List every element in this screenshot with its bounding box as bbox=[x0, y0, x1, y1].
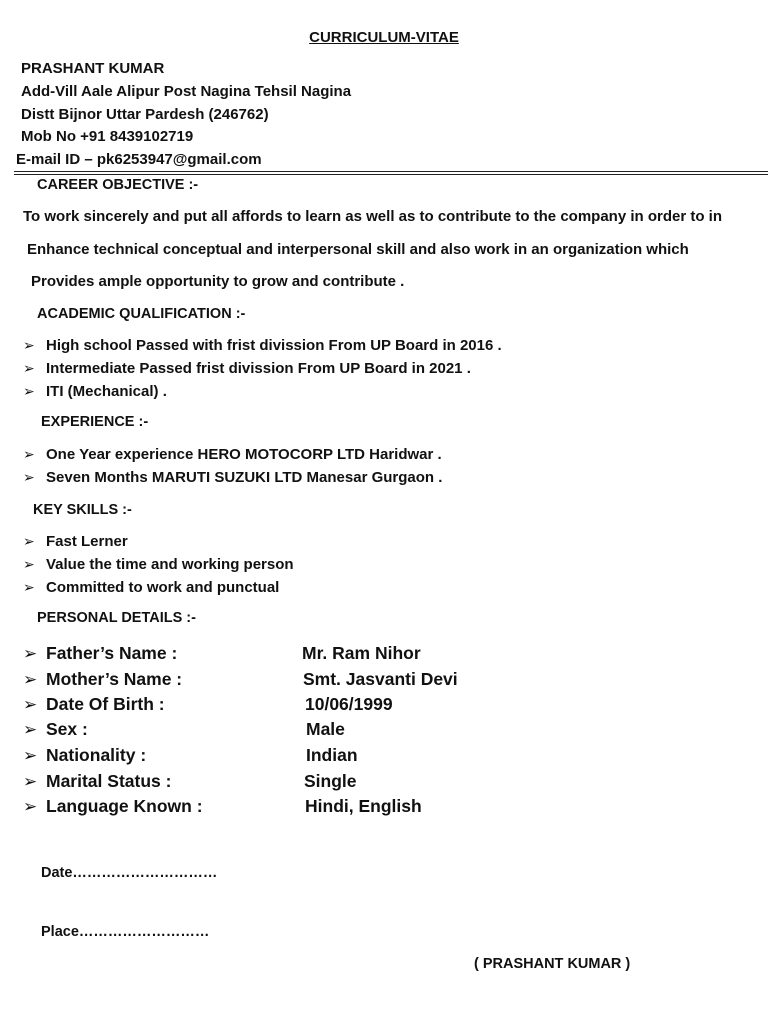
place-field: Place……………………… bbox=[41, 924, 210, 940]
arrow-bullet-icon: ➢ bbox=[23, 695, 38, 714]
career-objective-line-1: To work sincerely and put all affords to learn as well as to contribute to the company in order to in bbox=[23, 208, 723, 225]
personal-value-mother: Smt. Jasvanti Devi bbox=[303, 669, 458, 689]
personal-label-father: ➢ Father’s Name : bbox=[23, 643, 178, 663]
career-objective-line-2: Enhance technical conceptual and interpersonal skill and also work in an organization which bbox=[27, 241, 689, 258]
arrow-bullet-icon: ➢ bbox=[23, 556, 35, 572]
arrow-bullet-icon: ➢ bbox=[23, 772, 38, 791]
arrow-bullet-icon: ➢ bbox=[23, 360, 35, 376]
candidate-name: PRASHANT KUMAR bbox=[21, 60, 165, 77]
document-title: CURRICULUM-VITAE bbox=[309, 29, 459, 46]
personal-label-mother: ➢ Mother’s Name : bbox=[23, 669, 183, 689]
list-item: ➢ Fast Lerner bbox=[23, 533, 128, 550]
signature-name: ( PRASHANT KUMAR ) bbox=[474, 956, 631, 972]
personal-value-nationality: Indian bbox=[306, 745, 358, 765]
arrow-bullet-icon: ➢ bbox=[23, 746, 38, 765]
experience-heading: EXPERIENCE :- bbox=[41, 414, 149, 430]
arrow-bullet-icon: ➢ bbox=[23, 469, 35, 485]
personal-details-heading: PERSONAL DETAILS :- bbox=[37, 610, 196, 626]
personal-label-marital-status: ➢ Marital Status : bbox=[23, 771, 172, 791]
list-item: ➢ High school Passed with frist divission From UP Board in 2016 . bbox=[23, 337, 502, 354]
list-item: ➢ ITI (Mechanical) . bbox=[23, 383, 167, 400]
arrow-bullet-icon: ➢ bbox=[23, 670, 38, 689]
address-line-1: Add-Vill Aale Alipur Post Nagina Tehsil Nagina bbox=[21, 83, 352, 100]
key-skills-heading: KEY SKILLS :- bbox=[33, 502, 132, 518]
email-address: E-mail ID – pk6253947@gmail.com bbox=[16, 151, 262, 168]
list-item: ➢ Seven Months MARUTI SUZUKI LTD Manesar Gurgaon . bbox=[23, 469, 443, 486]
personal-value-language: Hindi, English bbox=[305, 796, 422, 816]
list-item: ➢ Intermediate Passed frist divission From UP Board in 2021 . bbox=[23, 360, 471, 377]
arrow-bullet-icon: ➢ bbox=[23, 383, 35, 399]
personal-value-sex: Male bbox=[306, 719, 345, 739]
list-item: ➢ Committed to work and punctual bbox=[23, 579, 280, 596]
personal-label-language: ➢ Language Known : bbox=[23, 796, 203, 816]
header-divider-bottom bbox=[14, 174, 768, 175]
arrow-bullet-icon: ➢ bbox=[23, 533, 35, 549]
address-line-2: Distt Bijnor Uttar Pardesh (246762) bbox=[21, 106, 269, 123]
date-field: Date………………………… bbox=[41, 865, 218, 881]
arrow-bullet-icon: ➢ bbox=[23, 579, 35, 595]
list-item: ➢ Value the time and working person bbox=[23, 556, 294, 573]
personal-value-marital-status: Single bbox=[304, 771, 357, 791]
personal-value-father: Mr. Ram Nihor bbox=[302, 643, 421, 663]
career-objective-line-3: Provides ample opportunity to grow and contribute . bbox=[31, 273, 405, 290]
arrow-bullet-icon: ➢ bbox=[23, 797, 38, 816]
personal-value-dob: 10/06/1999 bbox=[305, 694, 393, 714]
personal-label-nationality: ➢ Nationality : bbox=[23, 745, 147, 765]
personal-label-dob: ➢ Date Of Birth : bbox=[23, 694, 165, 714]
personal-label-sex: ➢ Sex : bbox=[23, 719, 88, 739]
career-objective-heading: CAREER OBJECTIVE :- bbox=[37, 177, 199, 193]
mobile-number: Mob No +91 8439102719 bbox=[21, 128, 194, 145]
header-divider-top bbox=[14, 171, 768, 172]
academic-qualification-heading: ACADEMIC QUALIFICATION :- bbox=[37, 306, 246, 322]
arrow-bullet-icon: ➢ bbox=[23, 446, 35, 462]
list-item: ➢ One Year experience HERO MOTOCORP LTD Haridwar . bbox=[23, 446, 442, 463]
arrow-bullet-icon: ➢ bbox=[23, 644, 38, 663]
arrow-bullet-icon: ➢ bbox=[23, 337, 35, 353]
arrow-bullet-icon: ➢ bbox=[23, 720, 38, 739]
